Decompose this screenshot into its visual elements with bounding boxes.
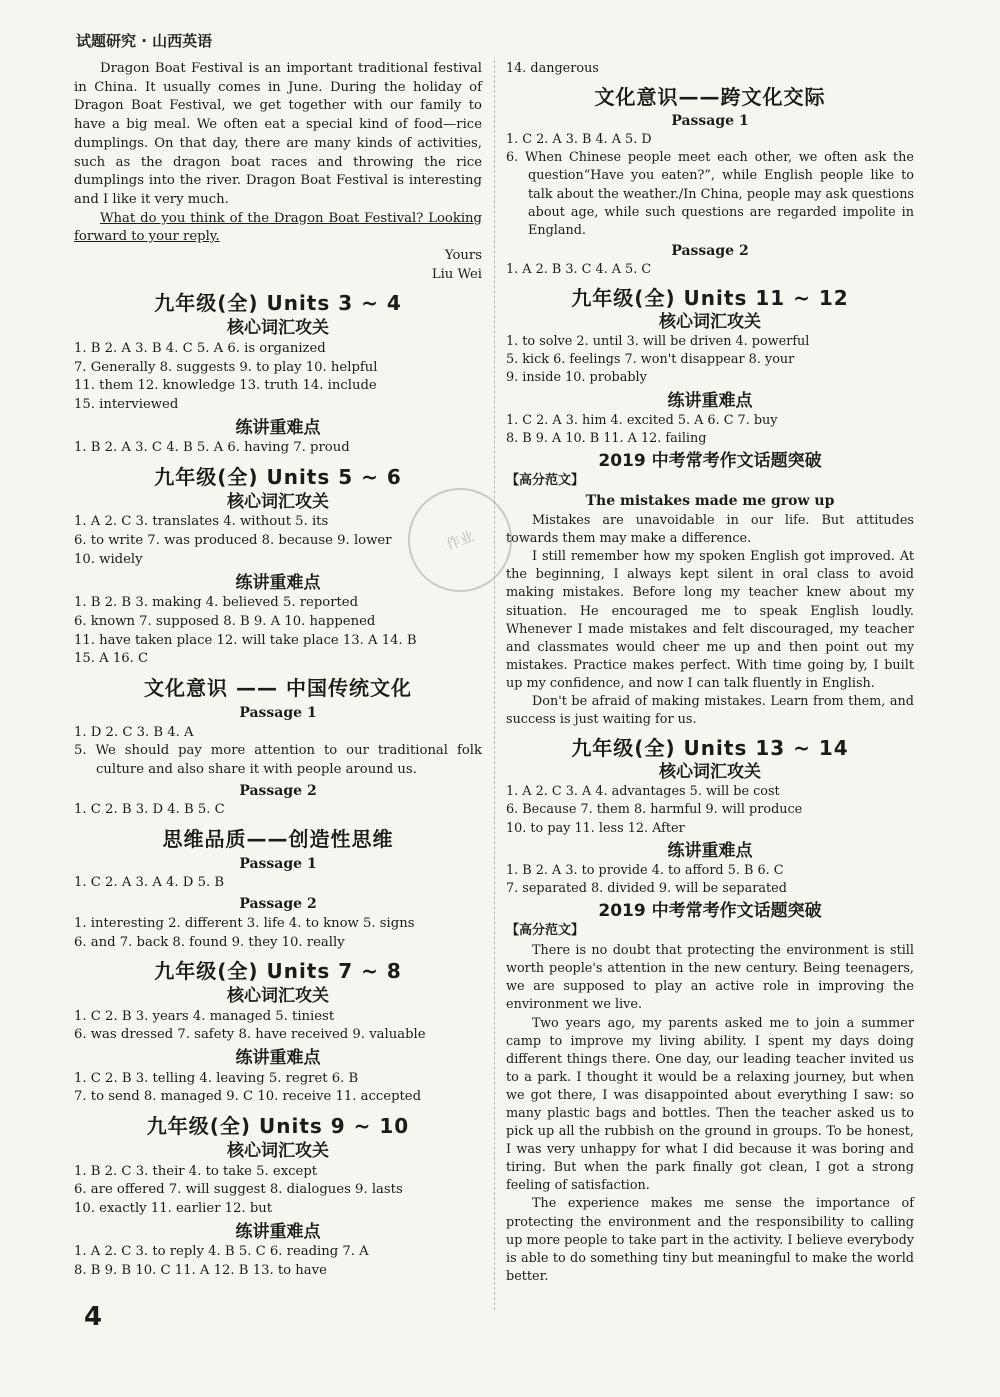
running-header: 试题研究 · 山西英语 (76, 32, 213, 50)
essay-section-heading: 2019 中考常考作文话题突破 (598, 450, 822, 471)
letter-sign-yours: Yours (444, 248, 482, 264)
answers-thinking-p2 (74, 915, 482, 952)
essay-section-heading: 2019 中考常考作文话题突破 (598, 900, 822, 921)
answers-vocab-5-6 (74, 513, 482, 569)
key-points-heading: 练讲重难点 (235, 572, 321, 593)
text-line: 6. are offered 7. will suggest 8. dialogues 9. lasts (74, 1182, 403, 1198)
answers-key-3-4 (74, 439, 482, 458)
passage-label: Passage 2 (239, 896, 317, 913)
section-title-creative-thinking: 思维品质——创造性思维 (162, 827, 394, 852)
column-divider (494, 60, 495, 1310)
text-line: 8. B 9. B 10. C 11. A 12. B 13. to have (74, 1263, 327, 1279)
text-line: 1. B 2. B 3. making 4. believed 5. reported (74, 595, 359, 611)
text-line: 1. interesting 2. different 3. life 4. to know 5. signs (74, 915, 415, 931)
answers-vocab-13-14 (506, 783, 914, 837)
vocab-heading: 核心词汇攻关 (659, 762, 761, 783)
essay-mistakes (506, 512, 914, 729)
text-line: 10. to pay 11. less 12. After (506, 820, 685, 836)
text-line: 5. We should pay more attention to our traditional folk culture and also share it with people around us. (74, 743, 482, 777)
section-title-units-3-4: 九年级(全) Units 3 ~ 4 (154, 291, 402, 316)
passage-label: Passage 1 (239, 855, 317, 872)
vocab-heading: 核心词汇攻关 (227, 1140, 329, 1161)
text-line: 1. C 2. B 3. years 4. managed 5. tiniest (74, 1008, 335, 1024)
section-title-units-9-10: 九年级(全) Units 9 ~ 10 (146, 1114, 410, 1139)
key-points-heading: 练讲重难点 (235, 1221, 321, 1242)
left-column (74, 60, 482, 1281)
text-line: 1. B 2. A 3. to provide 4. to afford 5. B 6. C (506, 862, 784, 878)
vocab-heading: 核心词汇攻关 (227, 491, 329, 512)
section-title-units-13-14: 九年级(全) Units 13 ~ 14 (571, 736, 849, 761)
section-title-units-5-6: 九年级(全) Units 5 ~ 6 (154, 465, 402, 490)
text-line: I still remember how my spoken English got improved. At the beginning, I always kept silent in oral class to avoid making mistakes. Before long my teacher knew about my situation. He encouraged me to speak English loudly. Whenever I made mistakes and felt discouraged, my teacher and classmates would cheer me up and then point out my mistakes. Practice makes perfect. With time going by, I built up my confidence, and now I can talk fluently in English. (506, 549, 914, 691)
text-line: 1. B 2. C 3. their 4. to take 5. except (74, 1163, 318, 1179)
text-line: 7. to send 8. managed 9. C 10. receive 11. accepted (74, 1089, 422, 1105)
key-points-heading: 练讲重难点 (235, 1048, 321, 1069)
text-line: 8. B 9. A 10. B 11. A 12. failing (506, 430, 707, 446)
model-essay-tag: 【高分范文】 (506, 923, 585, 939)
answers-thinking-p1 (74, 874, 482, 893)
text-line: 6. known 7. supposed 8. B 9. A 10. happened (74, 613, 376, 629)
text-line: 1. C 2. A 3. B 4. A 5. D (506, 132, 652, 148)
text-line: The experience makes me sense the importance of protecting the environment and the responsibility to calling up more people to take part in the activity. I believe everybody is able to do something tiny but meaningful to make the world better. (506, 1196, 914, 1284)
vocab-heading: 核心词汇攻关 (227, 985, 329, 1006)
text-line: 7. Generally 8. suggests 9. to play 10. helpful (74, 359, 378, 375)
passage-label: Passage 1 (671, 113, 749, 130)
answers-key-5-6 (74, 594, 482, 669)
answers-cross-p1 (506, 131, 914, 240)
section-title-chinese-culture: 文化意识 —— 中国传统文化 (144, 676, 412, 701)
text-line: 1. C 2. B 3. telling 4. leaving 5. regret 6. B (74, 1070, 359, 1086)
text-line: 5. kick 6. feelings 7. won't disappear 8. your (506, 352, 795, 368)
text-line: 11. them 12. knowledge 13. truth 14. include (74, 378, 377, 394)
text-line: 1. A 2. B 3. C 4. A 5. C (506, 261, 652, 277)
answers-vocab-7-8 (74, 1008, 482, 1045)
text-line: Don't be afraid of making mistakes. Learn from them, and success is just waiting for us. (506, 694, 914, 728)
watermark-stamp: 作业 (393, 473, 526, 606)
text-line: 6. to write 7. was produced 8. because 9. lower (74, 533, 392, 549)
letter-sign-name: Liu Wei (431, 266, 482, 282)
text-line: 6. was dressed 7. safety 8. have received 9. valuable (74, 1027, 426, 1043)
text-line: 6. and 7. back 8. found 9. they 10. really (74, 934, 345, 950)
answers-culture-p1 (74, 724, 482, 780)
text-line: Two years ago, my parents asked me to join a summer camp to improve my living ability. I spent my days doing different things there. One day, our leading teacher invited us to a park. I thought it would be a relaxing journey, but when we got there, I was disappointed about everything I saw: so many plastic bags and bottles. Then the teacher asked us to pick up all the rubbish on the ground in groups. To be honest, I was very unhappy for what I did because it was boring and tiring. But when the park finally got clean, I got a strong feeling of satisfaction. (506, 1015, 914, 1194)
text-line: 10. widely (74, 551, 143, 567)
answers-culture-p2 (74, 801, 482, 820)
text-line: 1. B 2. A 3. C 4. B 5. A 6. having 7. proud (74, 440, 350, 456)
text-line: 7. separated 8. divided 9. will be separated (506, 880, 787, 896)
passage-label: Passage 2 (239, 782, 317, 799)
vocab-heading: 核心词汇攻关 (227, 318, 329, 339)
answers-vocab-11-12 (506, 333, 914, 387)
text-line: 1. C 2. B 3. D 4. B 5. C (74, 802, 225, 818)
text-line: There is no doubt that protecting the environment is still worth people's attention in the new century. Being teenagers, we are supposed to play an active role in improving the environment we live. (506, 943, 914, 1013)
text-line: 1. A 2. C 3. to reply 4. B 5. C 6. reading 7. A (74, 1244, 369, 1260)
section-title-units-7-8: 九年级(全) Units 7 ~ 8 (154, 959, 402, 984)
text-line: 1. D 2. C 3. B 4. A (74, 724, 194, 740)
answers-vocab-9-10 (74, 1163, 482, 1219)
text-line: 1. C 2. A 3. A 4. D 5. B (74, 875, 225, 891)
text-line: 1. C 2. A 3. him 4. excited 5. A 6. C 7. buy (506, 412, 778, 428)
text-line: 1. B 2. A 3. B 4. C 5. A 6. is organized (74, 340, 326, 356)
answers-key-11-12 (506, 412, 914, 448)
text-line: 1. A 2. C 3. translates 4. without 5. its (74, 514, 329, 530)
section-title-units-11-12: 九年级(全) Units 11 ~ 12 (571, 286, 849, 311)
answers-key-9-10 (74, 1243, 482, 1280)
key-points-heading: 练讲重难点 (235, 417, 321, 438)
answer-continuation: 14. dangerous (506, 61, 599, 76)
key-points-heading: 练讲重难点 (667, 390, 753, 411)
text-line: 6. When Chinese people meet each other, we often ask the question“Have you eaten?”, while English people like to talk about the weather./In China, people may ask questions about age, while such questions are regarded impolite in England. (506, 150, 914, 238)
model-essay-tag: 【高分范文】 (506, 472, 585, 488)
letter-closing-question: What do you think of the Dragon Boat Festival? Looking forward to your reply. (74, 210, 482, 245)
section-title-cross-culture: 文化意识——跨文化交际 (594, 85, 826, 110)
text-line: 15. interviewed (74, 396, 179, 412)
answers-key-7-8 (74, 1070, 482, 1107)
letter-body (74, 60, 482, 210)
page-number: 4 (84, 1302, 103, 1332)
text-line: 11. have taken place 12. will take place 13. A 14. B (74, 632, 417, 648)
essay-environment (506, 942, 914, 1286)
answers-cross-p2 (506, 261, 914, 279)
answers-key-13-14 (506, 862, 914, 898)
text-line: 9. inside 10. probably (506, 370, 647, 386)
text-line: 6. Because 7. them 8. harmful 9. will produce (506, 802, 803, 818)
passage-label: Passage 1 (239, 704, 317, 721)
text-line: 1. A 2. C 3. A 4. advantages 5. will be cost (506, 784, 780, 800)
passage-label: Passage 2 (671, 242, 749, 259)
text-line: 1. to solve 2. until 3. will be driven 4. powerful (506, 334, 810, 350)
key-points-heading: 练讲重难点 (667, 840, 753, 861)
text-line: 10. exactly 11. earlier 12. but (74, 1200, 273, 1216)
text-line: 15. A 16. C (74, 651, 149, 667)
text-line: Dragon Boat Festival is an important traditional festival in China. It usually comes in June. During the holiday of Dragon Boat Festival, we get together with our family to have a big meal. We often eat a special kind of food—rice dumplings. On that day, there are many kinds of activities, such as the dragon boat races and throwing the rice dumplings into the river. Dragon Boat Festival is interesting and I like it very much. (74, 61, 482, 207)
vocab-heading: 核心词汇攻关 (659, 312, 761, 333)
essay-title: The mistakes made me grow up (585, 492, 835, 509)
answers-vocab-3-4 (74, 340, 482, 415)
text-line: Mistakes are unavoidable in our life. But attitudes towards them may make a difference. (506, 513, 914, 547)
right-column (506, 60, 914, 1286)
